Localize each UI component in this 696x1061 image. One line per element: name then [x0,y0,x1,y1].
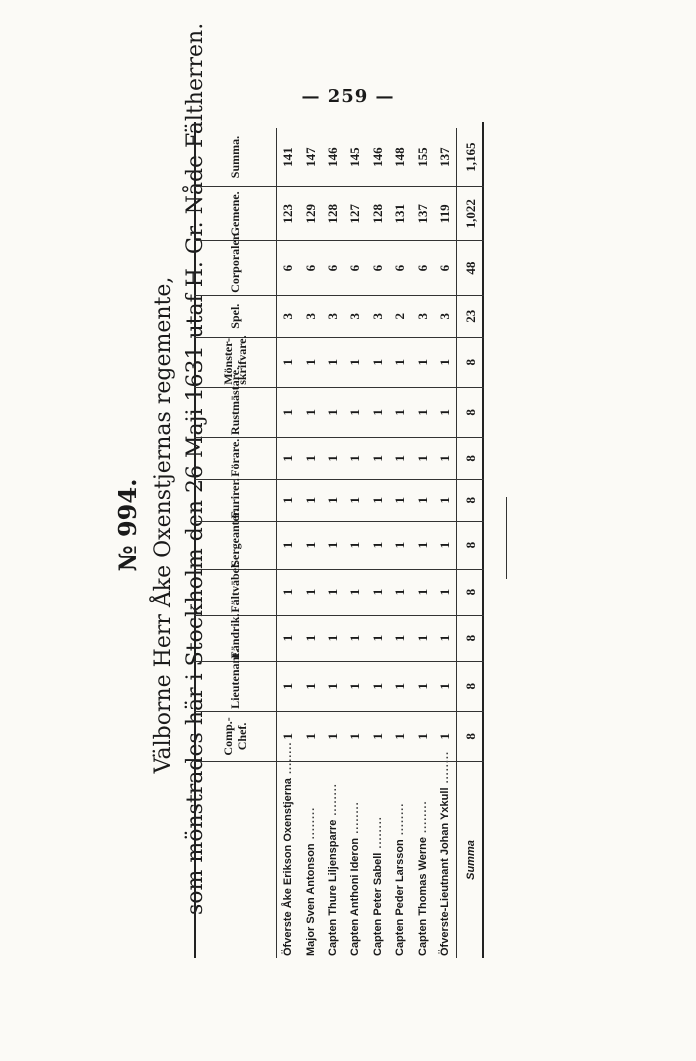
table-cell: 1 [322,615,344,661]
column-header: Rustmästare. [194,387,277,437]
table-cell: 3 [412,295,434,337]
table-cell: 1 [344,711,366,761]
table-cell: 6 [389,241,411,295]
table-cell: 8 [457,521,484,569]
table-cell: 1 [389,479,411,521]
column-header: Gemene. [194,187,277,241]
table-row [389,128,411,958]
officer-name [434,750,457,958]
dot-leader: ........ [282,741,295,779]
table-cell: 6 [367,241,389,295]
table-cell: 1 [412,521,434,569]
table-cell: 1 [344,615,366,661]
table-cell: 1 [344,521,366,569]
heading-subtitle: som mönstrades här i Stockholm den 26 Maji 1631 utaf H. Gr. Nåde Fältherren. [183,22,208,915]
table-row [277,128,300,958]
table-cell: 8 [457,661,484,711]
table-cell: 23 [457,295,484,337]
column-header: Sergeanter. [194,521,277,569]
table-cell: 1 [344,479,366,521]
table-cell: 8 [457,615,484,661]
table-cell: 1 [322,521,344,569]
table-cell: 1 [367,521,389,569]
table-cell: 1 [322,437,344,479]
table-body [277,128,485,958]
table-cell: 6 [434,241,457,295]
muster-table [194,128,484,958]
table-cell: 3 [299,295,321,337]
table-cell: 3 [344,295,366,337]
table-row [344,128,366,958]
table-cell: 128 [322,187,344,241]
table-cell: 6 [277,241,300,295]
table-cell: 1 [367,711,389,761]
table-cell: 1 [412,661,434,711]
table-row [412,128,434,958]
table-cell: 1 [277,437,300,479]
table-cell: 146 [367,128,389,187]
table-cell: 1 [412,615,434,661]
table-cell: 1 [277,615,300,661]
total-label [457,761,484,958]
table-cell: 1 [367,661,389,711]
table-cell: 1 [299,569,321,615]
table-cell: 3 [367,295,389,337]
table-cell: 137 [412,187,434,241]
dot-leader: ........ [416,800,429,837]
table-cell: 1 [389,521,411,569]
table-cell: 1 [367,337,389,387]
table-cell: 129 [299,187,321,241]
table-row [434,128,457,958]
table-cell: 8 [457,337,484,387]
table-cell: 1 [412,337,434,387]
margin-rule [506,497,507,579]
table-cell: 1 [434,479,457,521]
table-row [299,128,321,958]
officer-name [344,761,366,958]
column-header: Spel. [194,295,277,337]
officer-name [389,761,411,958]
officer-name [299,761,321,958]
dot-leader: ........ [327,783,340,820]
officer-name-text: Capten Thomas Werne [416,837,429,956]
table-cell: 3 [434,295,457,337]
dot-leader: ........ [371,816,384,853]
table-cell: 1 [389,569,411,615]
table-total-row [457,128,484,958]
officer-name-text: Capten Thure Liljensparre [327,819,340,956]
table-cell: 1,022 [457,187,484,241]
table-cell: 8 [457,711,484,761]
table-cell: 6 [412,241,434,295]
officer-name [412,761,434,958]
table-cell: 1 [412,569,434,615]
table-cell: 1 [344,387,366,437]
table-cell: 8 [457,479,484,521]
heading-title: Välborne Herr Åke Oxenstjernas regemente, [151,276,176,774]
column-header: Mönster-skrifvare. [194,337,277,387]
table-cell: 6 [322,241,344,295]
dot-leader: ........ [349,801,362,838]
column-header: Fältväbel. [194,569,277,615]
table-cell: 1 [389,661,411,711]
officer-name-text: Capten Anthoni Ideron [349,837,362,956]
table-cell: 1 [322,711,344,761]
table-cell: 3 [277,295,300,337]
table-cell: 1 [322,387,344,437]
table-cell: 48 [457,241,484,295]
column-header: Corporaler. [194,241,277,295]
table-cell: 6 [344,241,366,295]
total-label-text: Summa [464,840,477,880]
table-cell: 1 [322,569,344,615]
table-cell: 1 [277,711,300,761]
table-cell: 2 [389,295,411,337]
table-cell: 1 [367,569,389,615]
table-cell: 123 [277,187,300,241]
table-cell: 1 [277,521,300,569]
table-cell: 1 [299,479,321,521]
table-cell: 1 [344,437,366,479]
table-cell: 1 [299,521,321,569]
table-cell: 1 [344,569,366,615]
column-header: Furirer. [194,479,277,521]
table-cell: 1 [434,661,457,711]
table-cell: 1 [389,337,411,387]
column-header: Fändrik. [194,615,277,661]
table-cell: 128 [367,187,389,241]
officer-name [322,761,344,958]
table-cell: 1 [277,387,300,437]
table-cell: 1 [412,437,434,479]
table-cell: 1 [299,387,321,437]
table-row [367,128,389,958]
document-number: № 994. [113,478,142,572]
column-header: Lieutenant. [194,661,277,711]
table-cell: 148 [389,128,411,187]
officer-name-text: Capten Peder Larsson [394,839,407,956]
dot-leader: ........ [439,750,452,788]
table-cell: 1 [277,337,300,387]
table-cell: 1 [434,521,457,569]
officer-name-text: Öfverste Åke Erikson Oxenstjerna [282,778,295,956]
table-cell: 1 [322,661,344,711]
table-cell: 141 [277,128,300,187]
column-header: Förare. [194,437,277,479]
officer-name [367,761,389,958]
table-cell: 1 [277,661,300,711]
table-cell: 1 [434,711,457,761]
table-cell: 1 [389,387,411,437]
table-cell: 3 [322,295,344,337]
table-cell: 8 [457,437,484,479]
table-cell: 1 [367,387,389,437]
table-cell: 146 [322,128,344,187]
dot-leader: ........ [394,802,407,840]
table-cell: 137 [434,128,457,187]
table-cell: 1 [434,569,457,615]
officer-name-text: Major Sven Antonson [304,843,317,956]
table-cell: 1 [322,337,344,387]
table-cell: 127 [344,187,366,241]
table-cell: 1 [434,615,457,661]
officer-name-text: Capten Peter Sabell [371,852,384,956]
table-cell: 1 [367,615,389,661]
table-cell: 1 [299,711,321,761]
table-cell: 1,165 [457,128,484,187]
table-cell: 1 [277,479,300,521]
table-row [322,128,344,958]
table-cell: 1 [389,437,411,479]
table-cell: 1 [434,437,457,479]
table-cell: 147 [299,128,321,187]
table-cell: 1 [299,437,321,479]
table-cell: 8 [457,569,484,615]
table-cell: 1 [412,479,434,521]
column-header [194,761,277,958]
table-cell: 1 [412,711,434,761]
table-cell: 1 [299,337,321,387]
table-cell: 1 [299,615,321,661]
table-cell: 1 [367,437,389,479]
dot-leader: ........ [304,806,317,844]
table-cell: 119 [434,187,457,241]
table-cell: 1 [344,661,366,711]
table-cell: 1 [277,569,300,615]
table-cell: 1 [344,337,366,387]
table-cell: 1 [434,387,457,437]
table-cell: 1 [322,479,344,521]
table-cell: 131 [389,187,411,241]
table-cell: 8 [457,387,484,437]
table-cell: 1 [434,337,457,387]
officer-name [277,741,300,958]
muster-table-container [194,128,484,958]
page-number: — 259 — [301,86,395,107]
table-cell: 1 [367,479,389,521]
column-header: Comp.-Chef. [194,711,277,761]
table-cell: 6 [299,241,321,295]
table-cell: 1 [412,387,434,437]
table-header-row [194,128,277,958]
table-cell: 1 [389,711,411,761]
table-cell: 155 [412,128,434,187]
column-header: Summa. [194,128,277,187]
officer-name-text: Öfverste-Lieutnant Johan Yxkull [439,787,452,956]
table-cell: 1 [389,615,411,661]
table-cell: 1 [299,661,321,711]
table-cell: 145 [344,128,366,187]
